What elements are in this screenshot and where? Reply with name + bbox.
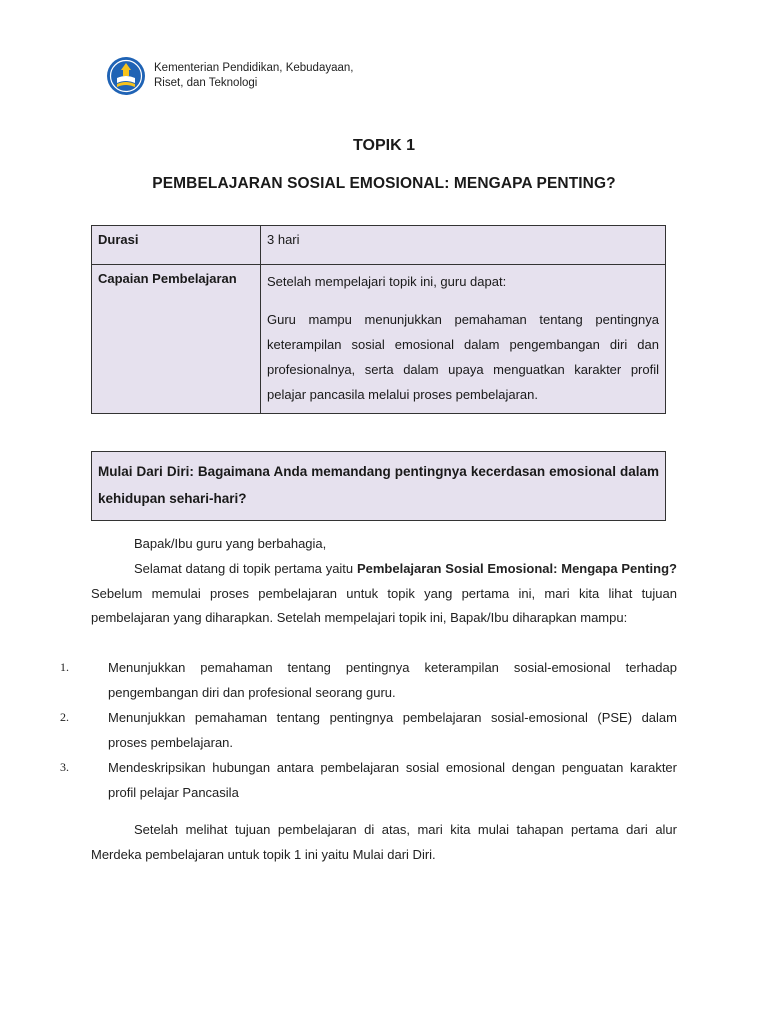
list-item-text: Mendeskripsikan hubungan antara pembelajaran sosial emosional dengan penguatan karakter profil pelajar Pancasila [108,760,677,800]
welcome-text-pre: Selamat datang di topik pertama yaitu [134,561,357,576]
document-header [106,56,353,96]
list-item-number: 3. [60,760,69,774]
learning-goals-list [60,655,677,805]
topic-title: PEMBELAJARAN SOSIAL EMOSIONAL: MENGAPA PENTING? [152,175,616,192]
ministry-line-2: Riset, dan Teknologi [154,77,258,89]
table-row-durasi [92,226,666,265]
capaian-label: Capaian Pembelajaran [92,265,261,414]
capaian-text: Guru mampu menunjukkan pemahaman tentang pentingnya keterampilan sosial emosional dalam pengembangan diri dan profesionalnya, serta dalam upaya menguatkan karakter profil pelajar pancasila melalui proses pembelajaran. [267,312,659,402]
ministry-name [154,61,353,91]
info-table [91,225,666,414]
list-item [60,755,677,805]
capaian-intro: Setelah mempelajari topik ini, guru dapat: [267,274,507,289]
welcome-text-bold: Pembelajaran Sosial Emosional: Mengapa Penting? [356,561,677,576]
ministry-line-1: Kementerian Pendidikan, Kebudayaan, [154,62,354,74]
ministry-logo-icon [106,56,146,96]
welcome-paragraph [91,557,677,631]
list-item-number: 2. [60,710,69,724]
list-item-number: 1. [60,660,69,674]
list-item [60,655,677,705]
list-item-text: Menunjukkan pemahaman tentang pentingnya pembelajaran sosial-emosional (PSE) dalam proses pembelajaran. [108,710,677,750]
greeting-paragraph: Bapak/Ibu guru yang berbahagia, [134,536,327,551]
capaian-cell [261,265,666,414]
welcome-text-post: Sebelum memulai proses pembelajaran untuk topik yang pertama ini, mari kita lihat tujuan pembelajaran yang diharapkan. Setelah mempelajari topik ini, Bapak/Ibu diharapkan mampu: [91,585,677,625]
durasi-value: 3 hari [261,226,666,265]
topic-number: TOPIK 1 [353,137,415,154]
closing-paragraph: Setelah melihat tujuan pembelajaran di atas, mari kita mulai tahapan pertama dari alur Merdeka pembelajaran untuk topik 1 ini yaitu Mulai dari Diri. [91,822,677,862]
table-row-capaian [92,265,666,414]
list-item [60,705,677,755]
mulai-dari-diri-box: Mulai Dari Diri: Bagaimana Anda memandang pentingnya kecerdasan emosional dalam kehidupan sehari-hari? [91,451,666,521]
list-item-text: Menunjukkan pemahaman tentang pentingnya keterampilan sosial-emosional terhadap pengembangan diri dan profesional seorang guru. [108,660,677,700]
durasi-label: Durasi [92,226,261,265]
